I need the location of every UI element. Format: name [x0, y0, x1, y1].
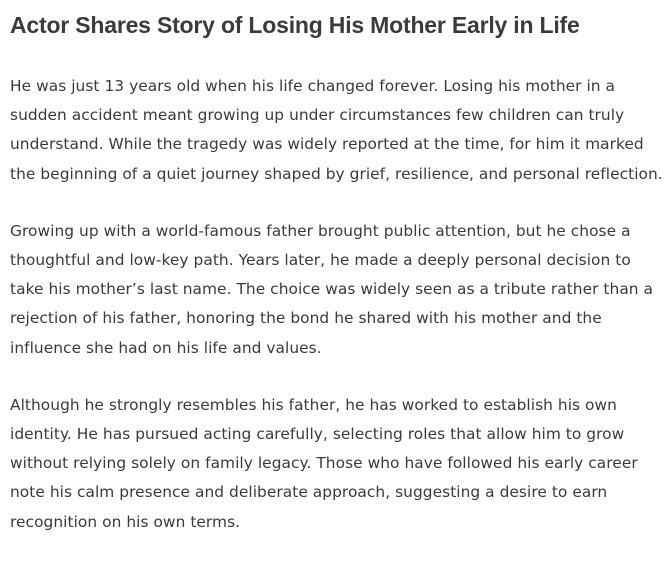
article	[10, 0, 664, 537]
article-title: Actor Shares Story of Losing His Mother Early in Life	[10, 12, 580, 38]
article-paragraph-1: He was just 13 years old when his life changed forever. Losing his mother in a sudden accident meant growing up under circumstances few children can truly understand. While the tragedy was widely reported at the time, for him it marked the beginning of a quiet journey shaped by grief, resilience, and personal reflection.	[10, 77, 663, 183]
article-paragraph-3: Although he strongly resembles his father, he has worked to establish his own identity. He has pursued acting carefully, selecting roles that allow him to grow without relying solely on family legacy. Those who have followed his early career note his calm presence and deliberate approach, suggesting a desire to earn recognition on his own terms.	[10, 395, 638, 531]
article-paragraph-2: Growing up with a world-famous father brought public attention, but he chose a thoughtful and low-key path. Years later, he made a deeply personal decision to take his mother’s last name. The choice was widely seen as a tribute rather than a rejection of his father, honoring the bond he shared with his mother and the influence she had on his life and values.	[10, 221, 654, 357]
